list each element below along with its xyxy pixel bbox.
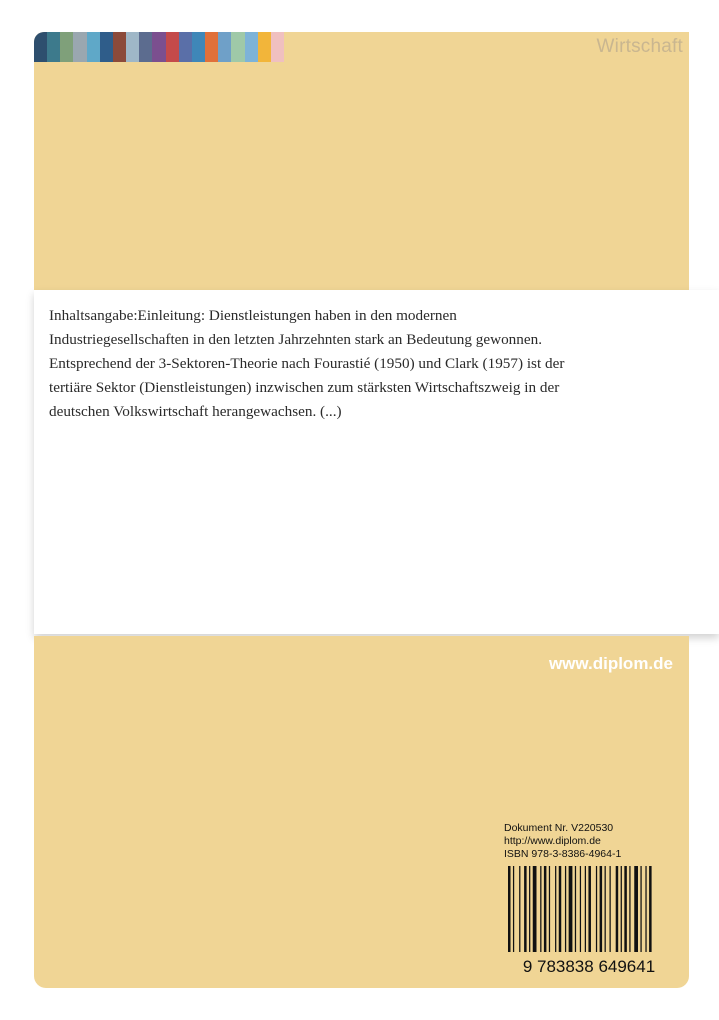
barcode-bar: [596, 866, 597, 952]
cover-top-panel: [34, 32, 689, 290]
color-stripe: [192, 32, 205, 62]
color-stripe: [245, 32, 258, 62]
color-stripe: [231, 32, 244, 62]
barcode-bar: [519, 866, 520, 952]
barcode-bar: [513, 866, 514, 952]
abstract-band: [34, 290, 719, 634]
barcode-bar: [605, 866, 606, 952]
color-stripe: [205, 32, 218, 62]
barcode-bar: [524, 866, 527, 952]
barcode-bar: [544, 866, 547, 952]
barcode-bar: [649, 866, 652, 952]
barcode-digits: 9 783838 649641: [522, 957, 656, 976]
barcode-bar: [549, 866, 550, 952]
color-stripe: [34, 32, 47, 62]
barcode-bar: [600, 866, 603, 952]
color-stripe: [166, 32, 179, 62]
barcode-bar: [616, 866, 619, 952]
barcode-bar: [629, 866, 630, 952]
book-cover: [34, 32, 689, 988]
barcode-block: [504, 822, 674, 976]
color-stripe: [218, 32, 231, 62]
barcode-bar: [533, 866, 537, 952]
color-stripe: [87, 32, 100, 62]
color-stripe: [126, 32, 139, 62]
barcode-bar: [588, 866, 591, 952]
barcode-bar: [624, 866, 627, 952]
barcode-bar: [529, 866, 530, 952]
barcode-bar: [585, 866, 586, 952]
barcode-bar: [580, 866, 581, 952]
color-stripe: [139, 32, 152, 62]
barcode-bar: [634, 866, 638, 952]
category-label: Wirtschaft: [596, 36, 683, 57]
barcode-bar: [621, 866, 622, 952]
color-stripe: [152, 32, 165, 62]
barcode-icon: [504, 866, 674, 976]
color-stripe: [258, 32, 271, 62]
barcode-bar: [565, 866, 566, 952]
barcode-bar: [645, 866, 646, 952]
barcode-bar: [555, 866, 556, 952]
isbn-number: ISBN 978-3-8386-4964-1: [504, 848, 622, 860]
barcode-bar: [559, 866, 562, 952]
color-stripe: [113, 32, 126, 62]
color-stripes: [34, 32, 284, 62]
document-number: Dokument Nr. V220530: [504, 822, 614, 834]
document-url: http://www.diplom.de: [504, 835, 601, 847]
barcode-bar: [610, 866, 611, 952]
color-stripe: [47, 32, 60, 62]
barcode-bar: [575, 866, 576, 952]
color-stripe: [179, 32, 192, 62]
cover-bottom-panel: [34, 636, 689, 988]
abstract-text: Inhaltsangabe:Einleitung: Dienstleistungen haben in den modernen Industriegesellschaften in den letzten Jahrzehnten stark an Bedeutung gewonnen. Entsprechend der 3-Sektoren-Theorie nach Fourastié (1950) und Clark (1957) ist der tertiäre Sektor (Dienstleistungen) inzwischen zum stärksten Wirtschaftszweig in der deutschen Volkswirtschaft herangewachsen. (...): [49, 307, 565, 420]
barcode-bar: [640, 866, 641, 952]
color-stripe: [73, 32, 86, 62]
color-stripe: [100, 32, 113, 62]
color-stripe: [60, 32, 73, 62]
color-stripe: [271, 32, 284, 62]
barcode-bar: [540, 866, 541, 952]
publisher-website[interactable]: www.diplom.de: [548, 654, 673, 673]
barcode-bar: [508, 866, 511, 952]
barcode-bar: [569, 866, 573, 952]
